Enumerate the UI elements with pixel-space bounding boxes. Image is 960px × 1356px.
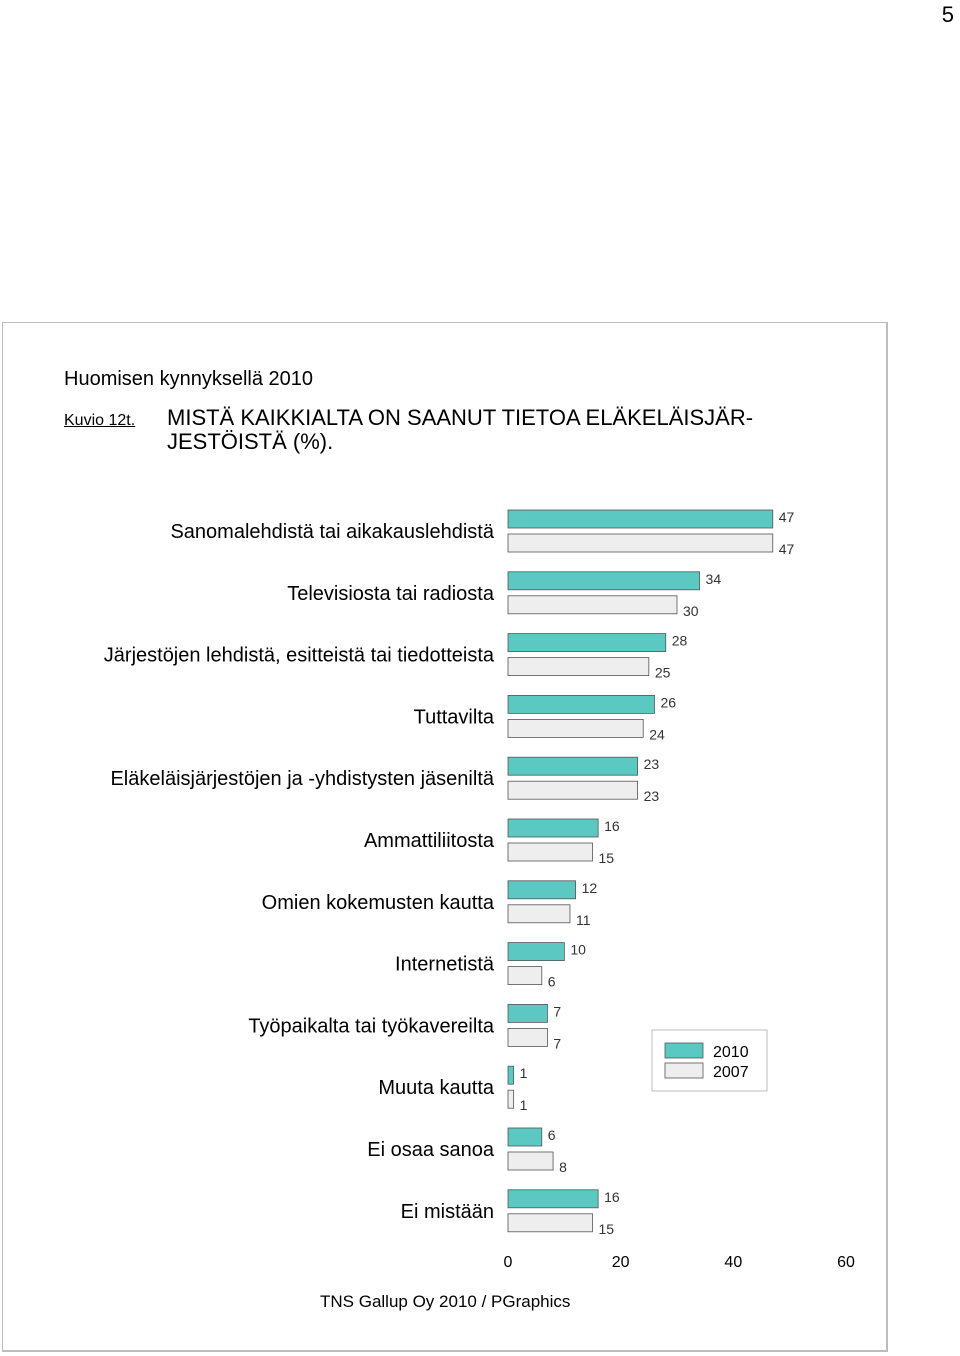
data-label: 1 (519, 1097, 528, 1114)
data-label: 16 (604, 818, 620, 834)
data-label: 15 (598, 850, 615, 866)
bar-2010 (508, 634, 666, 652)
legend-box (652, 1030, 767, 1091)
data-label: 6 (547, 973, 556, 990)
bar-2007 (508, 719, 643, 737)
bar-2007 (508, 843, 593, 861)
legend-swatch (665, 1063, 703, 1078)
bar-2007 (508, 781, 638, 799)
figure-label: Kuvio 12t. (64, 412, 136, 429)
figure-title: MISTÄ KAIKKIALTA ON SAANUT TIETOA ELÄKELÄISJÄR-JESTÖISTÄ (%). (167, 405, 754, 454)
bar-2010 (508, 819, 598, 837)
bar-2007 (508, 1152, 553, 1170)
data-label: 34 (705, 570, 722, 587)
data-label: 23 (643, 756, 660, 773)
bar-2007 (508, 967, 542, 985)
bar-2010 (508, 695, 654, 713)
category-label: Eläkeläisjärjestöjen ja -yhdistysten jäseniltä (110, 768, 494, 791)
category-label: Tuttavilta (413, 706, 494, 729)
bar-2010 (508, 1066, 514, 1084)
data-label: 7 (553, 1035, 562, 1052)
data-label: 23 (643, 788, 660, 805)
bar-2010 (508, 572, 700, 590)
bar-2010 (508, 881, 576, 899)
legend-label: 2010 (713, 1044, 749, 1061)
bar-2007 (508, 596, 677, 614)
data-label: 16 (604, 1188, 620, 1205)
category-label: Järjestöjen lehdistä, esitteistä tai tiedotteista (103, 644, 494, 667)
data-label: 24 (649, 726, 665, 743)
bar-2010 (508, 757, 638, 775)
data-label: 25 (654, 664, 671, 681)
data-label: 15 (598, 1220, 615, 1237)
data-label: 7 (553, 1003, 562, 1020)
category-label: Sanomalehdistä tai aikakauslehdistä (170, 521, 494, 543)
category-label: Ammattiliitosta (363, 830, 494, 852)
legend-swatch (665, 1043, 703, 1058)
data-label: 47 (778, 509, 795, 525)
category-label: Työpaikalta tai työkavereilta (248, 1015, 494, 1038)
category-label: Internetistä (395, 953, 494, 976)
bar-2007 (508, 534, 773, 552)
page-number: 5 (941, 2, 954, 27)
data-label: 1 (519, 1065, 528, 1082)
data-label: 10 (570, 941, 586, 958)
x-tick-label: 40 (724, 1254, 743, 1271)
x-tick-label: 0 (503, 1254, 513, 1271)
data-label: 47 (778, 541, 795, 557)
x-tick-label: 20 (611, 1254, 630, 1271)
x-tick-label: 60 (837, 1254, 855, 1271)
legend-label: 2007 (713, 1064, 749, 1081)
data-label: 26 (660, 694, 677, 711)
bar-2010 (508, 510, 773, 528)
category-label: Omien kokemusten kautta (261, 891, 494, 914)
publication-title: Huomisen kynnyksellä 2010 (64, 368, 314, 390)
bar-2010 (508, 1004, 547, 1022)
category-label: Ei osaa sanoa (367, 1139, 494, 1161)
data-label: 6 (547, 1127, 556, 1143)
data-label: 12 (581, 879, 598, 896)
bar-2007 (508, 1214, 593, 1232)
bar-2010 (508, 1190, 598, 1208)
footer-credit: TNS Gallup Oy 2010 / PGraphics (320, 1292, 571, 1311)
data-label: 8 (559, 1159, 567, 1175)
data-label: 28 (671, 632, 688, 649)
bar-2010 (508, 1128, 542, 1146)
category-label: Muuta kautta (378, 1077, 494, 1100)
data-label: 11 (575, 911, 591, 928)
bar-2010 (508, 943, 564, 961)
bar-2007 (508, 1090, 514, 1108)
bar-2007 (508, 1028, 547, 1046)
category-label: Ei mistään (400, 1200, 494, 1223)
bar-2007 (508, 658, 649, 676)
data-label: 30 (683, 602, 699, 619)
category-label: Televisiosta tai radiosta (287, 582, 494, 605)
bar-2007 (508, 905, 570, 923)
